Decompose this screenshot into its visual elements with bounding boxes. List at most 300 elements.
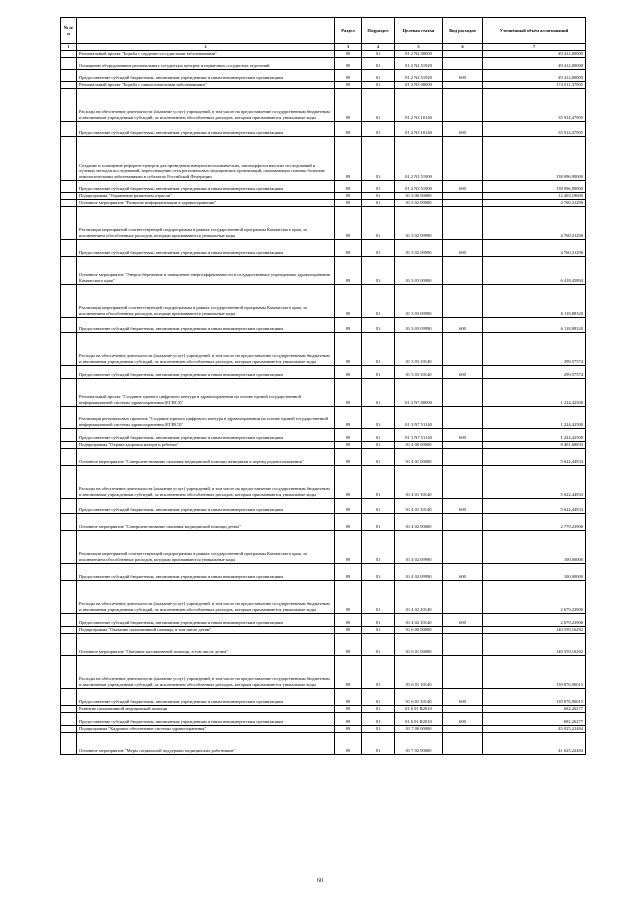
row-subsection: 01 bbox=[362, 192, 395, 199]
row-amount: 49 412,00000 bbox=[483, 57, 586, 69]
row-expense-type: 600 bbox=[443, 317, 483, 332]
row-amount: 1 224,42500 bbox=[483, 406, 586, 428]
row-name: Предоставление субсидий бюджетным, автономным учреждениям и иным некоммерческим организациям bbox=[77, 121, 335, 136]
row-name: Предоставление субсидий бюджетным, автономным учреждениям и иным некоммерческим организациям bbox=[77, 688, 335, 705]
row-expense-type bbox=[443, 633, 483, 655]
row-target-article: 01 3 N7 51140 bbox=[395, 406, 443, 428]
row-name: Региональный проект "Создание единого цифрового контура в здравоохранении на основе единой государственной информационной системы здравоохранения (ЕГИСЗ)" bbox=[77, 378, 335, 406]
row-amount: 6 418,45894 bbox=[483, 256, 586, 284]
row-subsection: 01 bbox=[362, 317, 395, 332]
row-subsection: 01 bbox=[362, 688, 395, 705]
row-target-article: 01 6 01 R2010 bbox=[395, 712, 443, 725]
row-section: 09 bbox=[335, 498, 362, 513]
row-target-article: 01 4 00 00000 bbox=[395, 441, 443, 448]
row-expense-type bbox=[443, 256, 483, 284]
table-row bbox=[61, 136, 586, 180]
row-number bbox=[61, 530, 77, 563]
row-section: 09 bbox=[335, 465, 362, 498]
row-number bbox=[61, 69, 77, 81]
row-number bbox=[61, 81, 77, 88]
row-name: Региональный проект "Борьба с онкологическими заболеваниями" bbox=[77, 81, 335, 88]
row-amount: 12 403,19690 bbox=[483, 192, 586, 199]
row-section: 09 bbox=[335, 50, 362, 57]
row-name: Подпрограмма "Оказание паллиативной помощи, в том числе детям" bbox=[77, 626, 335, 633]
row-target-article: 01 3 N7 00000 bbox=[395, 378, 443, 406]
column-number: 7 bbox=[483, 44, 586, 51]
row-section: 09 bbox=[335, 712, 362, 725]
row-section: 09 bbox=[335, 705, 362, 712]
row-amount: 2 779,23900 bbox=[483, 513, 586, 530]
row-amount: 35 914,47905 bbox=[483, 121, 586, 136]
row-expense-type bbox=[443, 406, 483, 428]
row-subsection: 01 bbox=[362, 69, 395, 81]
header-row bbox=[61, 18, 586, 44]
row-name: Подпрограмма "Кадровое обеспечение системы здравоохранения" bbox=[77, 725, 335, 732]
row-number bbox=[61, 563, 77, 580]
row-number bbox=[61, 180, 77, 192]
row-number bbox=[61, 688, 77, 705]
row-name: Предоставление субсидий бюджетным, автономным учреждениям и иным некоммерческим организациям bbox=[77, 712, 335, 725]
row-amount: 1 224,42500 bbox=[483, 378, 586, 406]
row-section: 09 bbox=[335, 121, 362, 136]
row-amount: 100,00000 bbox=[483, 530, 586, 563]
row-number bbox=[61, 50, 77, 57]
row-expense-type bbox=[443, 378, 483, 406]
row-target-article: 01 2 N3 00000 bbox=[395, 81, 443, 88]
table-row bbox=[61, 530, 586, 563]
table-row bbox=[61, 317, 586, 332]
row-target-article: 01 4 02 09990 bbox=[395, 530, 443, 563]
row-expense-type bbox=[443, 199, 483, 206]
row-subsection: 01 bbox=[362, 180, 395, 192]
table-row bbox=[61, 206, 586, 239]
row-subsection: 01 bbox=[362, 206, 395, 239]
row-section: 09 bbox=[335, 513, 362, 530]
row-section: 09 bbox=[335, 256, 362, 284]
row-name: Расходы на обеспечение деятельности (оказание услуг) учреждений, в том числе на предоставление государственным бюджетным и автономным учреждениям субсидий, за исключением обособленных расходов, которым присваиваются уникальные коды bbox=[77, 465, 335, 498]
row-target-article: 01 2 N3 10140 bbox=[395, 88, 443, 121]
row-expense-type: 600 bbox=[443, 613, 483, 626]
row-target-article: 01 4 01 10140 bbox=[395, 465, 443, 498]
row-subsection: 01 bbox=[362, 332, 395, 365]
row-expense-type: 600 bbox=[443, 498, 483, 513]
table-row bbox=[61, 192, 586, 199]
row-subsection: 01 bbox=[362, 613, 395, 626]
row-amount: 41 625,22484 bbox=[483, 732, 586, 754]
row-section: 09 bbox=[335, 448, 362, 465]
row-name: Предоставление субсидий бюджетным, автономным учреждениям и иным некоммерческим организациям bbox=[77, 498, 335, 513]
row-expense-type bbox=[443, 626, 483, 633]
row-name: Расходы на обеспечение деятельности (оказание услуг) учреждений, в том числе на предоставление государственным бюджетным и автономным учреждениям субсидий, за исключением обособленных расходов, которым присваиваются уникальные коды bbox=[77, 332, 335, 365]
row-number bbox=[61, 633, 77, 655]
budget-table bbox=[60, 17, 586, 755]
row-number bbox=[61, 206, 77, 239]
row-section: 09 bbox=[335, 626, 362, 633]
row-amount: 4 760,31296 bbox=[483, 206, 586, 239]
row-expense-type bbox=[443, 732, 483, 754]
table-row bbox=[61, 365, 586, 378]
row-subsection: 01 bbox=[362, 563, 395, 580]
table-row bbox=[61, 239, 586, 256]
row-number bbox=[61, 199, 77, 206]
row-expense-type bbox=[443, 655, 483, 688]
row-section: 09 bbox=[335, 180, 362, 192]
row-name: Предоставление субсидий бюджетным, автономным учреждениям и иным некоммерческим организациям bbox=[77, 317, 335, 332]
row-section: 09 bbox=[335, 57, 362, 69]
budget-sheet bbox=[60, 17, 585, 755]
row-section: 09 bbox=[335, 406, 362, 428]
row-amount: 139 876,90015 bbox=[483, 688, 586, 705]
row-expense-type: 600 bbox=[443, 180, 483, 192]
row-expense-type bbox=[443, 57, 483, 69]
row-expense-type bbox=[443, 81, 483, 88]
row-target-article: 01 3 02 09990 bbox=[395, 239, 443, 256]
row-amount: 140 559,16292 bbox=[483, 626, 586, 633]
table-row bbox=[61, 69, 586, 81]
row-target-article: 01 3 03 00000 bbox=[395, 256, 443, 284]
row-number bbox=[61, 428, 77, 441]
row-number bbox=[61, 448, 77, 465]
row-number bbox=[61, 441, 77, 448]
header-expense-type: Вид расходов bbox=[443, 18, 483, 44]
row-number bbox=[61, 626, 77, 633]
header-name bbox=[77, 18, 335, 44]
row-section: 09 bbox=[335, 136, 362, 180]
table-row bbox=[61, 428, 586, 441]
row-number bbox=[61, 284, 77, 317]
row-section: 09 bbox=[335, 725, 362, 732]
row-name: Расходы на обеспечение деятельности (оказание услуг) учреждений, в том числе на предоставление государственным бюджетным и автономным учреждениям субсидий, за исключением обособленных расходов, которым присваиваются уникальные коды bbox=[77, 655, 335, 688]
table-row bbox=[61, 465, 586, 498]
row-number bbox=[61, 725, 77, 732]
row-target-article: 01 6 01 10140 bbox=[395, 655, 443, 688]
header-number: № п/п bbox=[61, 18, 77, 44]
row-name: Предоставление субсидий бюджетным, автономным учреждениям и иным некоммерческим организациям bbox=[77, 69, 335, 81]
row-expense-type bbox=[443, 441, 483, 448]
row-subsection: 01 bbox=[362, 530, 395, 563]
row-section: 09 bbox=[335, 284, 362, 317]
row-number bbox=[61, 136, 77, 180]
row-section: 09 bbox=[335, 688, 362, 705]
row-section: 09 bbox=[335, 192, 362, 199]
row-expense-type: 600 bbox=[443, 712, 483, 725]
row-name: Предоставление субсидий бюджетным, автономным учреждениям и иным некоммерческим организациям bbox=[77, 428, 335, 441]
row-subsection: 01 bbox=[362, 712, 395, 725]
row-target-article: 01 4 01 00000 bbox=[395, 448, 443, 465]
table-row bbox=[61, 513, 586, 530]
row-amount: 139 876,90015 bbox=[483, 655, 586, 688]
row-amount: 682,26277 bbox=[483, 712, 586, 725]
row-subsection: 01 bbox=[362, 655, 395, 688]
table-row bbox=[61, 448, 586, 465]
row-number bbox=[61, 88, 77, 121]
row-target-article: 01 3 03 09990 bbox=[395, 317, 443, 332]
row-number bbox=[61, 192, 77, 199]
table-row bbox=[61, 406, 586, 428]
row-target-article: 01 4 02 10140 bbox=[395, 613, 443, 626]
row-number bbox=[61, 57, 77, 69]
row-name: Создание и оснащение референс-центров для проведения иммуногистохимических, патоморфологических исследований и лучевых методов исследований, переоснащение сети региональных медицинских организаций, оказывающих помощь больным онкологическими заболеваниями в субъектах Российской Федерации bbox=[77, 136, 335, 180]
row-amount: 35 914,47905 bbox=[483, 88, 586, 121]
column-number: 6 bbox=[443, 44, 483, 51]
header-amount: Уточнённый объём ассигнований bbox=[483, 18, 586, 44]
row-number bbox=[61, 317, 77, 332]
page-number: 60 bbox=[317, 878, 323, 884]
row-target-article: 01 7 00 00000 bbox=[395, 725, 443, 732]
table-row bbox=[61, 180, 586, 192]
table-row bbox=[61, 725, 586, 732]
row-subsection: 01 bbox=[362, 50, 395, 57]
row-section: 09 bbox=[335, 580, 362, 613]
header-section: Раздел bbox=[335, 18, 362, 44]
row-name: Подпрограмма "Управление развитием отрасли" bbox=[77, 192, 335, 199]
row-number bbox=[61, 513, 77, 530]
row-subsection: 01 bbox=[362, 725, 395, 732]
row-amount: 138 096,90000 bbox=[483, 180, 586, 192]
row-amount: 49 412,00000 bbox=[483, 69, 586, 81]
header-subsection: Подраздел bbox=[362, 18, 395, 44]
table-row bbox=[61, 712, 586, 725]
row-number bbox=[61, 712, 77, 725]
row-subsection: 01 bbox=[362, 732, 395, 754]
row-expense-type: 600 bbox=[443, 239, 483, 256]
row-amount: 45 025,22484 bbox=[483, 725, 586, 732]
table-row bbox=[61, 732, 586, 754]
table-row bbox=[61, 498, 586, 513]
row-amount: 682,26277 bbox=[483, 705, 586, 712]
row-target-article: 01 7 02 00000 bbox=[395, 732, 443, 754]
table-row bbox=[61, 378, 586, 406]
row-name: Основное мероприятие "Меры социальной поддержки медицинских работников" bbox=[77, 732, 335, 754]
row-subsection: 01 bbox=[362, 88, 395, 121]
row-subsection: 01 bbox=[362, 513, 395, 530]
row-subsection: 01 bbox=[362, 81, 395, 88]
row-name: Расходы на обеспечение деятельности (оказание услуг) учреждений, в том числе на предоставление государственным бюджетным и автономным учреждениям субсидий, за исключением обособленных расходов, которым присваиваются уникальные коды bbox=[77, 88, 335, 121]
table-row bbox=[61, 441, 586, 448]
row-target-article: 01 3 N7 51140 bbox=[395, 428, 443, 441]
row-number bbox=[61, 580, 77, 613]
row-name: Основное мероприятие "Совершенствование оказания медицинской помощи женщинам в период родовспоможения" bbox=[77, 448, 335, 465]
row-subsection: 01 bbox=[362, 498, 395, 513]
row-subsection: 01 bbox=[362, 256, 395, 284]
row-subsection: 01 bbox=[362, 580, 395, 613]
row-name: Предоставление субсидий бюджетным, автономным учреждениям и иным некоммерческим организациям bbox=[77, 613, 335, 626]
table-row bbox=[61, 88, 586, 121]
row-subsection: 01 bbox=[362, 633, 395, 655]
row-number bbox=[61, 239, 77, 256]
row-section: 09 bbox=[335, 530, 362, 563]
row-expense-type bbox=[443, 136, 483, 180]
row-subsection: 01 bbox=[362, 136, 395, 180]
row-section: 09 bbox=[335, 732, 362, 754]
row-section: 09 bbox=[335, 332, 362, 365]
row-subsection: 01 bbox=[362, 378, 395, 406]
row-name: Реализация мероприятий соответствующей подпрограммы в рамках государственной программы Камчатского края, за исключением обособленных расходов, которым присваиваются уникальные коды bbox=[77, 530, 335, 563]
row-amount: 6 118,88320 bbox=[483, 317, 586, 332]
row-amount: 2 679,23900 bbox=[483, 580, 586, 613]
row-target-article: 01 2 N2 51920 bbox=[395, 57, 443, 69]
row-amount: 2 679,23900 bbox=[483, 613, 586, 626]
row-number bbox=[61, 655, 77, 688]
row-section: 09 bbox=[335, 378, 362, 406]
row-number bbox=[61, 256, 77, 284]
row-name: Предоставление субсидий бюджетным, автономным учреждениям и иным некоммерческим организациям bbox=[77, 239, 335, 256]
row-subsection: 01 bbox=[362, 626, 395, 633]
row-name: Основное мероприятие "Оказание паллиативной помощи, в том числе детям" bbox=[77, 633, 335, 655]
row-name: Оснащение оборудованием региональных сосудистых центров и первичных сосудистых отделений bbox=[77, 57, 335, 69]
row-target-article: 01 3 03 10140 bbox=[395, 365, 443, 378]
row-target-article: 01 4 02 09990 bbox=[395, 563, 443, 580]
row-subsection: 01 bbox=[362, 199, 395, 206]
row-target-article: 01 3 02 09990 bbox=[395, 206, 443, 239]
row-name: Реализация мероприятий соответствующей подпрограммы в рамках государственной программы Камчатского края, за исключением обособленных расходов, которым присваиваются уникальные коды bbox=[77, 284, 335, 317]
table-row bbox=[61, 655, 586, 688]
table-row bbox=[61, 705, 586, 712]
row-name: Предоставление субсидий бюджетным, автономным учреждениям и иным некоммерческим организациям bbox=[77, 563, 335, 580]
table-row bbox=[61, 121, 586, 136]
row-section: 09 bbox=[335, 428, 362, 441]
table-row bbox=[61, 50, 586, 57]
row-expense-type bbox=[443, 513, 483, 530]
column-number: 2 bbox=[77, 44, 335, 51]
row-amount: 49 412,00000 bbox=[483, 50, 586, 57]
row-name: Реализация мероприятий соответствующей подпрограммы в рамках государственной программы Камчатского края, за исключением обособленных расходов, которым присваиваются уникальные коды bbox=[77, 206, 335, 239]
row-expense-type bbox=[443, 50, 483, 57]
table-row bbox=[61, 256, 586, 284]
row-target-article: 01 3 02 00000 bbox=[395, 199, 443, 206]
table-row bbox=[61, 284, 586, 317]
column-number: 4 bbox=[362, 44, 395, 51]
row-name: Предоставление субсидий бюджетным, автономным учреждениям и иным некоммерческим организациям bbox=[77, 365, 335, 378]
row-subsection: 01 bbox=[362, 284, 395, 317]
row-expense-type bbox=[443, 448, 483, 465]
row-amount: 4 760,31296 bbox=[483, 239, 586, 256]
row-number bbox=[61, 406, 77, 428]
row-subsection: 01 bbox=[362, 406, 395, 428]
row-name: Развитие паллиативной медицинской помощи bbox=[77, 705, 335, 712]
row-expense-type bbox=[443, 705, 483, 712]
column-number-row bbox=[61, 44, 586, 51]
table-row bbox=[61, 199, 586, 206]
row-number bbox=[61, 378, 77, 406]
row-subsection: 01 bbox=[362, 441, 395, 448]
row-name: Расходы на обеспечение деятельности (оказание услуг) учреждений, в том числе на предоставление государственным бюджетным и автономным учреждениям субсидий, за исключением обособленных расходов, которым присваиваются уникальные коды bbox=[77, 580, 335, 613]
row-expense-type: 600 bbox=[443, 563, 483, 580]
row-subsection: 01 bbox=[362, 57, 395, 69]
row-target-article: 01 4 02 10140 bbox=[395, 580, 443, 613]
row-number bbox=[61, 705, 77, 712]
row-subsection: 01 bbox=[362, 465, 395, 498]
row-section: 09 bbox=[335, 563, 362, 580]
row-amount: 174 011,37905 bbox=[483, 81, 586, 88]
row-number bbox=[61, 365, 77, 378]
row-number bbox=[61, 121, 77, 136]
row-section: 09 bbox=[335, 81, 362, 88]
row-name: Основное мероприятие "Совершенствование оказания медицинской помощи детям" bbox=[77, 513, 335, 530]
row-target-article: 01 3 00 00000 bbox=[395, 192, 443, 199]
table-row bbox=[61, 613, 586, 626]
column-number: 1 bbox=[61, 44, 77, 51]
row-expense-type bbox=[443, 192, 483, 199]
table-row bbox=[61, 626, 586, 633]
row-target-article: 01 2 N3 51900 bbox=[395, 136, 443, 180]
row-amount: 4 760,31296 bbox=[483, 199, 586, 206]
row-name: Основное мероприятие "Энергосбережение и повышение энергоэффективности в государственных учреждениях здравоохранения Камчатского края" bbox=[77, 256, 335, 284]
row-target-article: 01 3 03 09990 bbox=[395, 284, 443, 317]
row-amount: 8 401,68833 bbox=[483, 441, 586, 448]
row-number bbox=[61, 613, 77, 626]
row-amount: 138 096,90000 bbox=[483, 136, 586, 180]
row-expense-type bbox=[443, 88, 483, 121]
row-section: 09 bbox=[335, 613, 362, 626]
row-amount: 5 622,44933 bbox=[483, 465, 586, 498]
table-row bbox=[61, 563, 586, 580]
row-number bbox=[61, 465, 77, 498]
row-amount: 100,00000 bbox=[483, 563, 586, 580]
row-target-article: 01 3 03 10140 bbox=[395, 332, 443, 365]
table-row bbox=[61, 332, 586, 365]
row-target-article: 01 2 N3 51900 bbox=[395, 180, 443, 192]
row-expense-type: 600 bbox=[443, 121, 483, 136]
row-amount: 1 224,42500 bbox=[483, 428, 586, 441]
row-expense-type bbox=[443, 206, 483, 239]
row-target-article: 01 6 00 00000 bbox=[395, 626, 443, 633]
row-target-article: 01 4 02 00000 bbox=[395, 513, 443, 530]
row-name: Региональный проект "Борьба с сердечно-сосудистыми заболеваниями" bbox=[77, 50, 335, 57]
table-row bbox=[61, 81, 586, 88]
row-expense-type bbox=[443, 332, 483, 365]
row-target-article: 01 6 01 00000 bbox=[395, 633, 443, 655]
row-name: Подпрограмма "Охрана здоровья матери и ребенка" bbox=[77, 441, 335, 448]
row-target-article: 01 2 N3 10140 bbox=[395, 121, 443, 136]
row-expense-type: 600 bbox=[443, 428, 483, 441]
row-section: 09 bbox=[335, 317, 362, 332]
row-number bbox=[61, 732, 77, 754]
row-subsection: 01 bbox=[362, 705, 395, 712]
row-section: 09 bbox=[335, 69, 362, 81]
row-name: Реализация региональных проектов "Создание единого цифрового контура в здравоохранении на основе единой государственной информационной системы здравоохранения (ЕГИСЗ)" bbox=[77, 406, 335, 428]
column-number: 3 bbox=[335, 44, 362, 51]
table-row bbox=[61, 633, 586, 655]
row-section: 09 bbox=[335, 655, 362, 688]
row-subsection: 01 bbox=[362, 365, 395, 378]
table-row bbox=[61, 688, 586, 705]
row-target-article: 01 6 01 R2010 bbox=[395, 705, 443, 712]
row-target-article: 01 2 N2 00000 bbox=[395, 50, 443, 57]
table-row bbox=[61, 580, 586, 613]
row-expense-type bbox=[443, 530, 483, 563]
row-name: Предоставление субсидий бюджетным, автономным учреждениям и иным некоммерческим организациям bbox=[77, 180, 335, 192]
row-section: 09 bbox=[335, 206, 362, 239]
row-expense-type bbox=[443, 284, 483, 317]
row-section: 09 bbox=[335, 239, 362, 256]
row-amount: 6 118,88320 bbox=[483, 284, 586, 317]
table-row bbox=[61, 57, 586, 69]
row-subsection: 01 bbox=[362, 428, 395, 441]
row-section: 09 bbox=[335, 633, 362, 655]
row-expense-type: 600 bbox=[443, 688, 483, 705]
row-number bbox=[61, 332, 77, 365]
row-section: 09 bbox=[335, 365, 362, 378]
row-section: 09 bbox=[335, 199, 362, 206]
header-target-article: Целевая статья bbox=[395, 18, 443, 44]
row-expense-type bbox=[443, 465, 483, 498]
row-section: 09 bbox=[335, 88, 362, 121]
row-target-article: 01 4 01 10140 bbox=[395, 498, 443, 513]
row-number bbox=[61, 498, 77, 513]
row-amount: 299,57574 bbox=[483, 365, 586, 378]
row-expense-type: 600 bbox=[443, 365, 483, 378]
